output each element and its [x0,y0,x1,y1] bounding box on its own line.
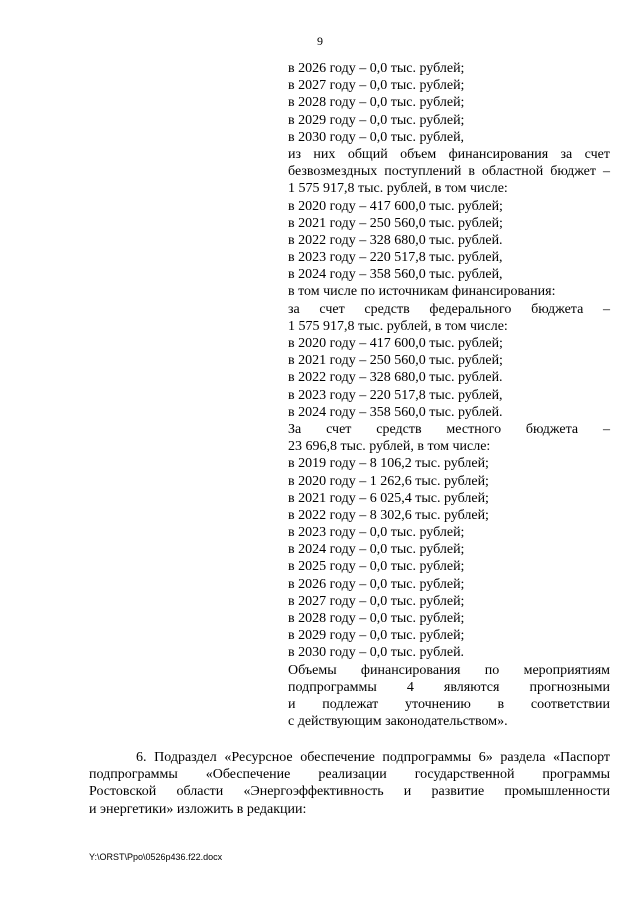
footer-file-path: Y:\ORST\Ppo\0526p436.f22.docx [89,852,223,862]
funding-line: 1 575 917,8 тыс. рублей, в том числе: [288,181,508,197]
funding-line: в 2019 году – 8 106,2 тыс. рублей; [288,456,489,472]
funding-line: подпрограммы 4 являются прогнозными [288,679,610,695]
funding-line: в 2030 году – 0,0 тыс. рублей. [288,645,465,661]
paragraph-line: и энергетики» изложить в редакции: [89,801,307,817]
funding-line: в 2024 году – 358 560,0 тыс. рублей. [288,404,503,420]
funding-line: в 2020 году – 417 600,0 тыс. рублей; [288,336,503,351]
funding-line: в 2021 году – 250 560,0 тыс. рублей; [288,215,503,231]
funding-line: в 2025 году – 0,0 тыс. рублей; [288,559,465,575]
funding-line: в 2022 году – 8 302,6 тыс. рублей; [288,507,489,523]
funding-line: за счет средств федерального бюджета – [288,301,610,317]
funding-line: в 2020 году – 1 262,6 тыс. рублей; [288,473,489,489]
funding-line: в 2020 году – 417 600,0 тыс. рублей; [288,198,503,214]
funding-line: в 2027 году – 0,0 тыс. рублей; [288,593,465,609]
funding-line: в 2024 году – 358 560,0 тыс. рублей, [288,267,503,283]
funding-line: в 2029 году – 0,0 тыс. рублей; [288,112,465,128]
funding-line: в 2029 году – 0,0 тыс. рублей; [288,628,465,644]
funding-line: безвозмездных поступлений в областной бюджет – [288,164,610,180]
funding-line: За счет средств местного бюджета – [288,421,610,437]
funding-line: в том числе по источникам финансирования: [288,284,556,300]
funding-line: в 2026 году – 0,0 тыс. рублей; [288,576,465,592]
funding-line: в 2023 году – 0,0 тыс. рублей; [288,525,465,541]
paragraph-line: 6. Подраздел «Ресурсное обеспечение подпрограммы 6» раздела «Паспорт [136,750,610,765]
funding-line: в 2027 году – 0,0 тыс. рублей; [288,78,465,94]
funding-line: 23 696,8 тыс. рублей, в том числе: [288,439,491,455]
funding-line: в 2028 году – 0,0 тыс. рублей; [288,95,465,111]
funding-line: в 2021 году – 6 025,4 тыс. рублей; [288,490,489,506]
paragraph-line: подпрограммы «Обеспечение реализации государственной программы [89,767,610,783]
funding-line: и подлежат уточнению в соответствии [288,696,610,712]
funding-line: 1 575 917,8 тыс. рублей, в том числе: [288,318,508,334]
funding-line: в 2023 году – 220 517,8 тыс. рублей, [288,250,503,266]
funding-line: с действующим законодательством». [288,714,508,730]
funding-line: в 2021 году – 250 560,0 тыс. рублей; [288,353,503,369]
funding-line: в 2022 году – 328 680,0 тыс. рублей. [288,370,503,386]
page-number: 9 [317,34,323,48]
paragraph-line: Ростовской области «Энергоэффективность и развитие промышленности [89,784,610,800]
funding-column [288,60,610,730]
funding-line: в 2030 году – 0,0 тыс. рублей, [288,129,465,145]
funding-line: в 2024 году – 0,0 тыс. рублей; [288,542,465,558]
funding-line: из них общий объем финансирования за счет [288,146,610,162]
funding-line: в 2028 году – 0,0 тыс. рублей; [288,611,465,626]
funding-line: Объемы финансирования по мероприятиям [288,662,610,678]
funding-line: в 2022 году – 328 680,0 тыс. рублей. [288,232,503,248]
funding-line: в 2026 году – 0,0 тыс. рублей; [288,61,465,76]
amendment-paragraph [89,749,610,818]
funding-line: в 2023 году – 220 517,8 тыс. рублей, [288,387,503,403]
